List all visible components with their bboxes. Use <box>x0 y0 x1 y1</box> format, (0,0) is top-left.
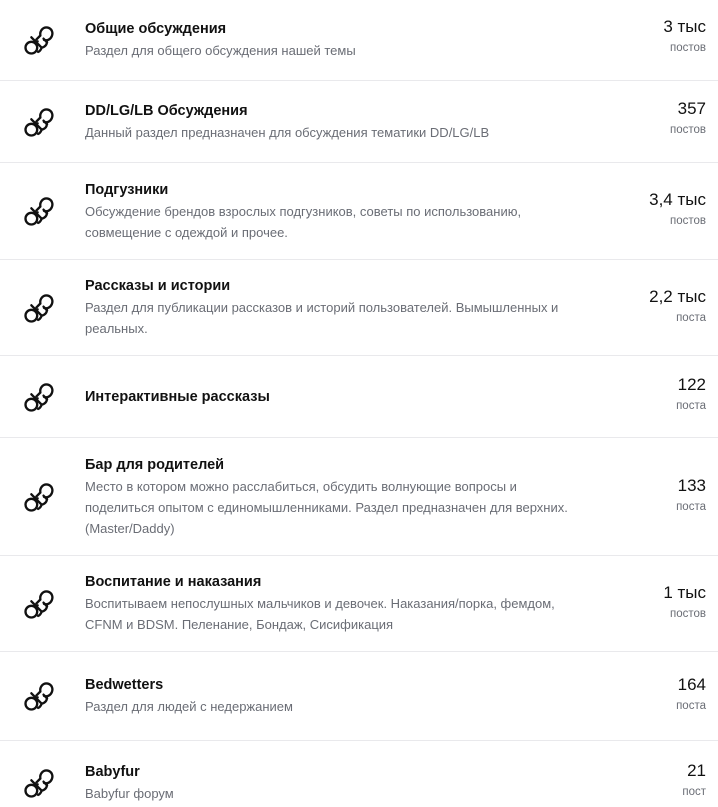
forum-description: Babyfur форум <box>85 786 174 801</box>
forum-post-stats <box>596 163 718 229</box>
forum-title[interactable]: Воспитание и наказания <box>85 574 262 590</box>
pacifier-icon <box>20 103 58 141</box>
pacifier-icon <box>20 677 58 715</box>
forum-title[interactable]: DD/LG/LB Обсуждения <box>85 102 248 119</box>
post-count: 1 тыс <box>663 583 706 602</box>
pacifier-icon <box>20 478 58 516</box>
forum-row[interactable] <box>0 163 718 260</box>
forum-row[interactable] <box>0 438 718 556</box>
forum-post-stats <box>596 356 718 414</box>
forum-info <box>85 675 596 717</box>
post-count-unit: постов <box>669 215 706 227</box>
post-count-unit: постов <box>669 42 706 54</box>
post-count: 164 <box>677 675 706 694</box>
forum-title[interactable]: Общие обсуждения <box>85 21 227 37</box>
forum-title[interactable]: Рассказы и истории <box>85 278 231 294</box>
post-count: 122 <box>677 375 706 394</box>
forum-info <box>85 387 596 407</box>
post-count: 21 <box>687 761 706 780</box>
forum-row[interactable] <box>0 260 718 356</box>
forum-description: Данный раздел предназначен для обсуждения тематики DD/LG/LB <box>85 124 490 140</box>
pacifier-icon <box>20 585 58 623</box>
forum-description: Место в котором можно расслабиться, обсудить волнующие вопросы и поделиться опытом с единомышленниками. Раздел предназначен для верхних. (Master/Daddy) <box>85 478 568 536</box>
forum-description: Воспитываем непослушных мальчиков и девочек. Наказания/порка, фемдом, CFNM и BDSM. Пеленание, Бондаж, Сисификация <box>85 596 555 632</box>
forum-row[interactable] <box>0 81 718 163</box>
pacifier-icon <box>20 21 58 59</box>
forum-info <box>85 180 596 243</box>
post-count-unit: поста <box>676 700 706 712</box>
post-count: 357 <box>677 99 706 118</box>
forum-info <box>85 455 596 539</box>
post-count: 3 тыс <box>663 17 706 36</box>
pacifier-icon <box>20 378 58 416</box>
post-count-unit: пост <box>682 786 706 798</box>
pacifier-icon <box>20 192 58 230</box>
forum-post-stats <box>596 556 718 622</box>
forum-title[interactable]: Бар для родителей <box>85 456 225 473</box>
post-count: 133 <box>677 476 706 495</box>
forum-row[interactable] <box>0 741 718 807</box>
forum-row[interactable] <box>0 556 718 652</box>
post-count-unit: постов <box>669 124 706 136</box>
pacifier-icon <box>20 764 58 802</box>
forum-description: Раздел для людей с недержанием <box>85 699 293 714</box>
forum-info <box>85 101 596 143</box>
forum-row[interactable] <box>0 0 718 81</box>
forum-info <box>85 741 596 804</box>
forum-row[interactable] <box>0 652 718 741</box>
post-count-unit: постов <box>669 608 706 620</box>
forum-description: Раздел для публикации рассказов и историй пользователей. Вымышленных и реальных. <box>85 300 559 336</box>
forum-row[interactable] <box>0 356 718 438</box>
forum-info <box>85 572 596 635</box>
forum-title[interactable]: Интерактивные рассказы <box>85 388 270 405</box>
forum-title[interactable]: Bedwetters <box>85 677 164 693</box>
forum-post-stats <box>596 741 718 800</box>
forum-post-stats <box>596 260 718 326</box>
forum-post-stats <box>596 81 718 138</box>
post-count: 3,4 тыс <box>649 190 706 209</box>
post-count-unit: поста <box>676 312 706 324</box>
post-count-unit: поста <box>676 501 706 513</box>
forum-title[interactable]: Babyfur <box>85 764 140 780</box>
forum-info <box>85 19 596 61</box>
forum-post-stats <box>596 0 718 56</box>
forum-post-stats <box>596 652 718 714</box>
pacifier-icon <box>20 289 58 327</box>
forum-title[interactable]: Подгузники <box>85 181 169 198</box>
post-count: 2,2 тыс <box>649 287 706 306</box>
forum-info <box>85 276 596 339</box>
forum-post-stats <box>596 438 718 515</box>
forum-description: Обсуждение брендов взрослых подгузников, советы по использованию, совмещение с одеждой и прочее. <box>85 203 522 240</box>
post-count-unit: поста <box>676 400 706 412</box>
forum-description: Раздел для общего обсуждения нашей темы <box>85 43 356 58</box>
